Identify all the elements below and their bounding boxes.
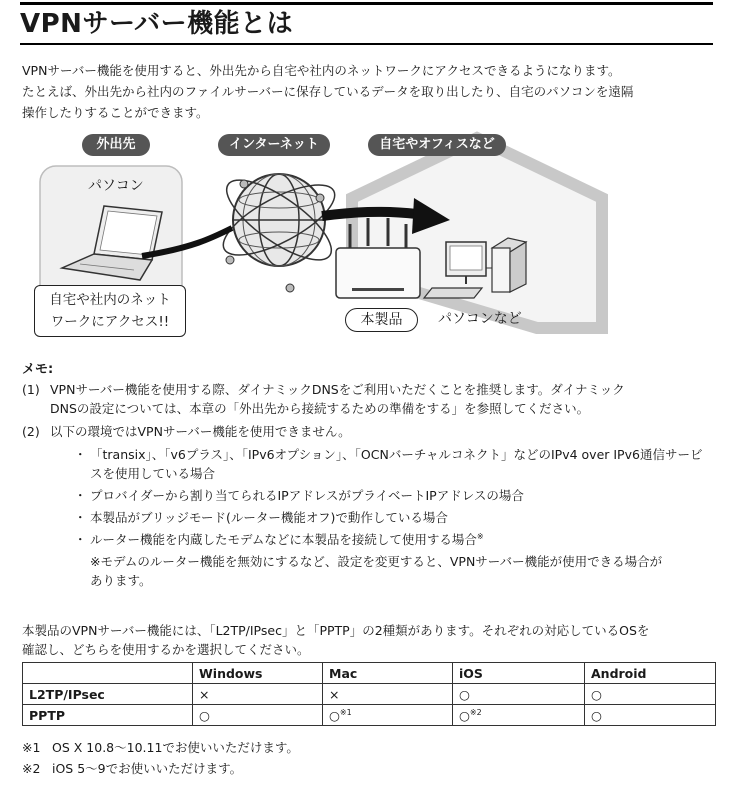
cell-android: ○ [585,705,716,726]
footnote-text: iOS 5～9でお使いいただけます。 [52,761,243,776]
footnote-text: OS X 10.8～10.11でお使いいただけます。 [52,740,299,755]
cell-windows: ○ [193,705,323,726]
row-name: PPTP [23,705,193,726]
para-line: 本製品のVPNサーバー機能には、「L2TP/IPsec」と「PPTP」の2種類があります。それぞれの対応しているOSを [22,623,650,638]
bullet: ・ [74,488,87,503]
footnote-key: ※1 [22,740,41,755]
callout-line: ワークにアクセス!! [50,314,170,330]
item-line: 以下の環境ではVPNサーバー機能を使用できません。 [50,424,351,439]
sub-item-ipv6 [22,445,722,483]
cell-value: ○ [459,707,470,723]
sub-item-private-ip [22,486,722,505]
memo-title: メモ: [22,362,54,377]
cell-android: ○ [585,684,716,705]
header-windows: Windows [193,663,323,684]
tag-internet: インターネット [218,134,330,156]
item-number: (2) [22,424,40,439]
cell-mac: × [323,684,453,705]
protocol-paragraph [22,621,722,659]
header-android: Android [585,663,716,684]
sub-item-bridge-mode [22,508,722,527]
table-header-row [23,663,716,684]
footnote-key: ※2 [22,761,41,776]
table-row [23,705,716,726]
cell-mac [323,705,453,726]
cell-ios: ○ [453,684,585,705]
intro-line: 操作したりすることができます。 [22,105,209,120]
vpn-diagram [22,128,702,350]
note-line: あります。 [90,573,152,588]
para-line: 確認し、どちらを使用するかを選択してください。 [22,642,310,657]
tag-home-office: 自宅やオフィスなど [368,134,506,156]
bullet: ・ [74,510,87,525]
cell-windows: × [193,684,323,705]
item-number: (1) [22,382,40,397]
globe-icon [214,166,344,292]
header-ios: iOS [453,663,585,684]
sub-line [90,530,722,549]
top-rule [20,2,713,5]
memo-item-2 [22,422,722,441]
bullet: ・ [74,532,87,547]
memo-item-1 [22,380,722,418]
home-pc-label: パソコンなど [438,311,522,327]
access-callout [34,285,186,337]
title-rule [20,43,713,45]
intro-line: たとえば、外出先から社内のファイルサーバーに保存しているデータを取り出したり、自宅のパソコンを遠隔 [22,84,634,99]
header-empty [23,663,193,684]
item-line: DNSの設定については、本章の「外出先から接続するための準備をする」を参照してください。 [50,401,590,416]
pc-label: パソコン [88,178,144,194]
os-support-table [22,662,716,726]
intro-line: VPNサーバー機能を使用すると、外出先から自宅や社内のネットワークにアクセスできるようになります。 [22,63,621,78]
footnote-ref: ※1 [339,707,352,717]
footnote [22,758,299,779]
sub-line: プロバイダーから割り当てられるIPアドレスがプライベートIPアドレスの場合 [90,488,524,503]
tag-outside: 外出先 [82,134,150,156]
intro-paragraph [22,60,717,123]
cell-value: ○ [329,707,340,723]
table-row [23,684,716,705]
note-line: ※モデムのルーター機能を無効にするなど、設定を変更すると、VPNサーバー機能が使用できる場合が [90,554,663,569]
memo-list [22,380,722,590]
footnote [22,737,299,758]
bullet: ・ [74,447,87,462]
product-label: 本製品 [345,308,418,332]
sub-item-modem [22,530,722,549]
header-mac: Mac [323,663,453,684]
sub-line: 本製品がブリッジモード(ルーター機能オフ)で動作している場合 [90,510,448,525]
row-name: L2TP/IPsec [23,684,193,705]
note-mark: ※ [476,531,484,541]
footnotes [22,737,299,779]
page-title: VPNサーバー機能とは [20,9,294,39]
cell-ios [453,705,585,726]
footnote-ref: ※2 [469,707,482,717]
sub-line: 「transix」、「v6プラス」、「IPv6オプション」、「OCNバーチャルコネクト」などのIPv4 over IPv6通信サービ [90,447,703,462]
sub-text: ルーター機能を内蔵したモデムなどに本製品を接続して使用する場合 [90,532,477,547]
callout-line: 自宅や社内のネット [49,292,171,308]
modem-note [22,552,722,590]
item-line: VPNサーバー機能を使用する際、ダイナミックDNSをご利用いただくことを推奨します。ダイナミック [50,382,625,397]
sub-line: スを使用している場合 [90,466,216,481]
